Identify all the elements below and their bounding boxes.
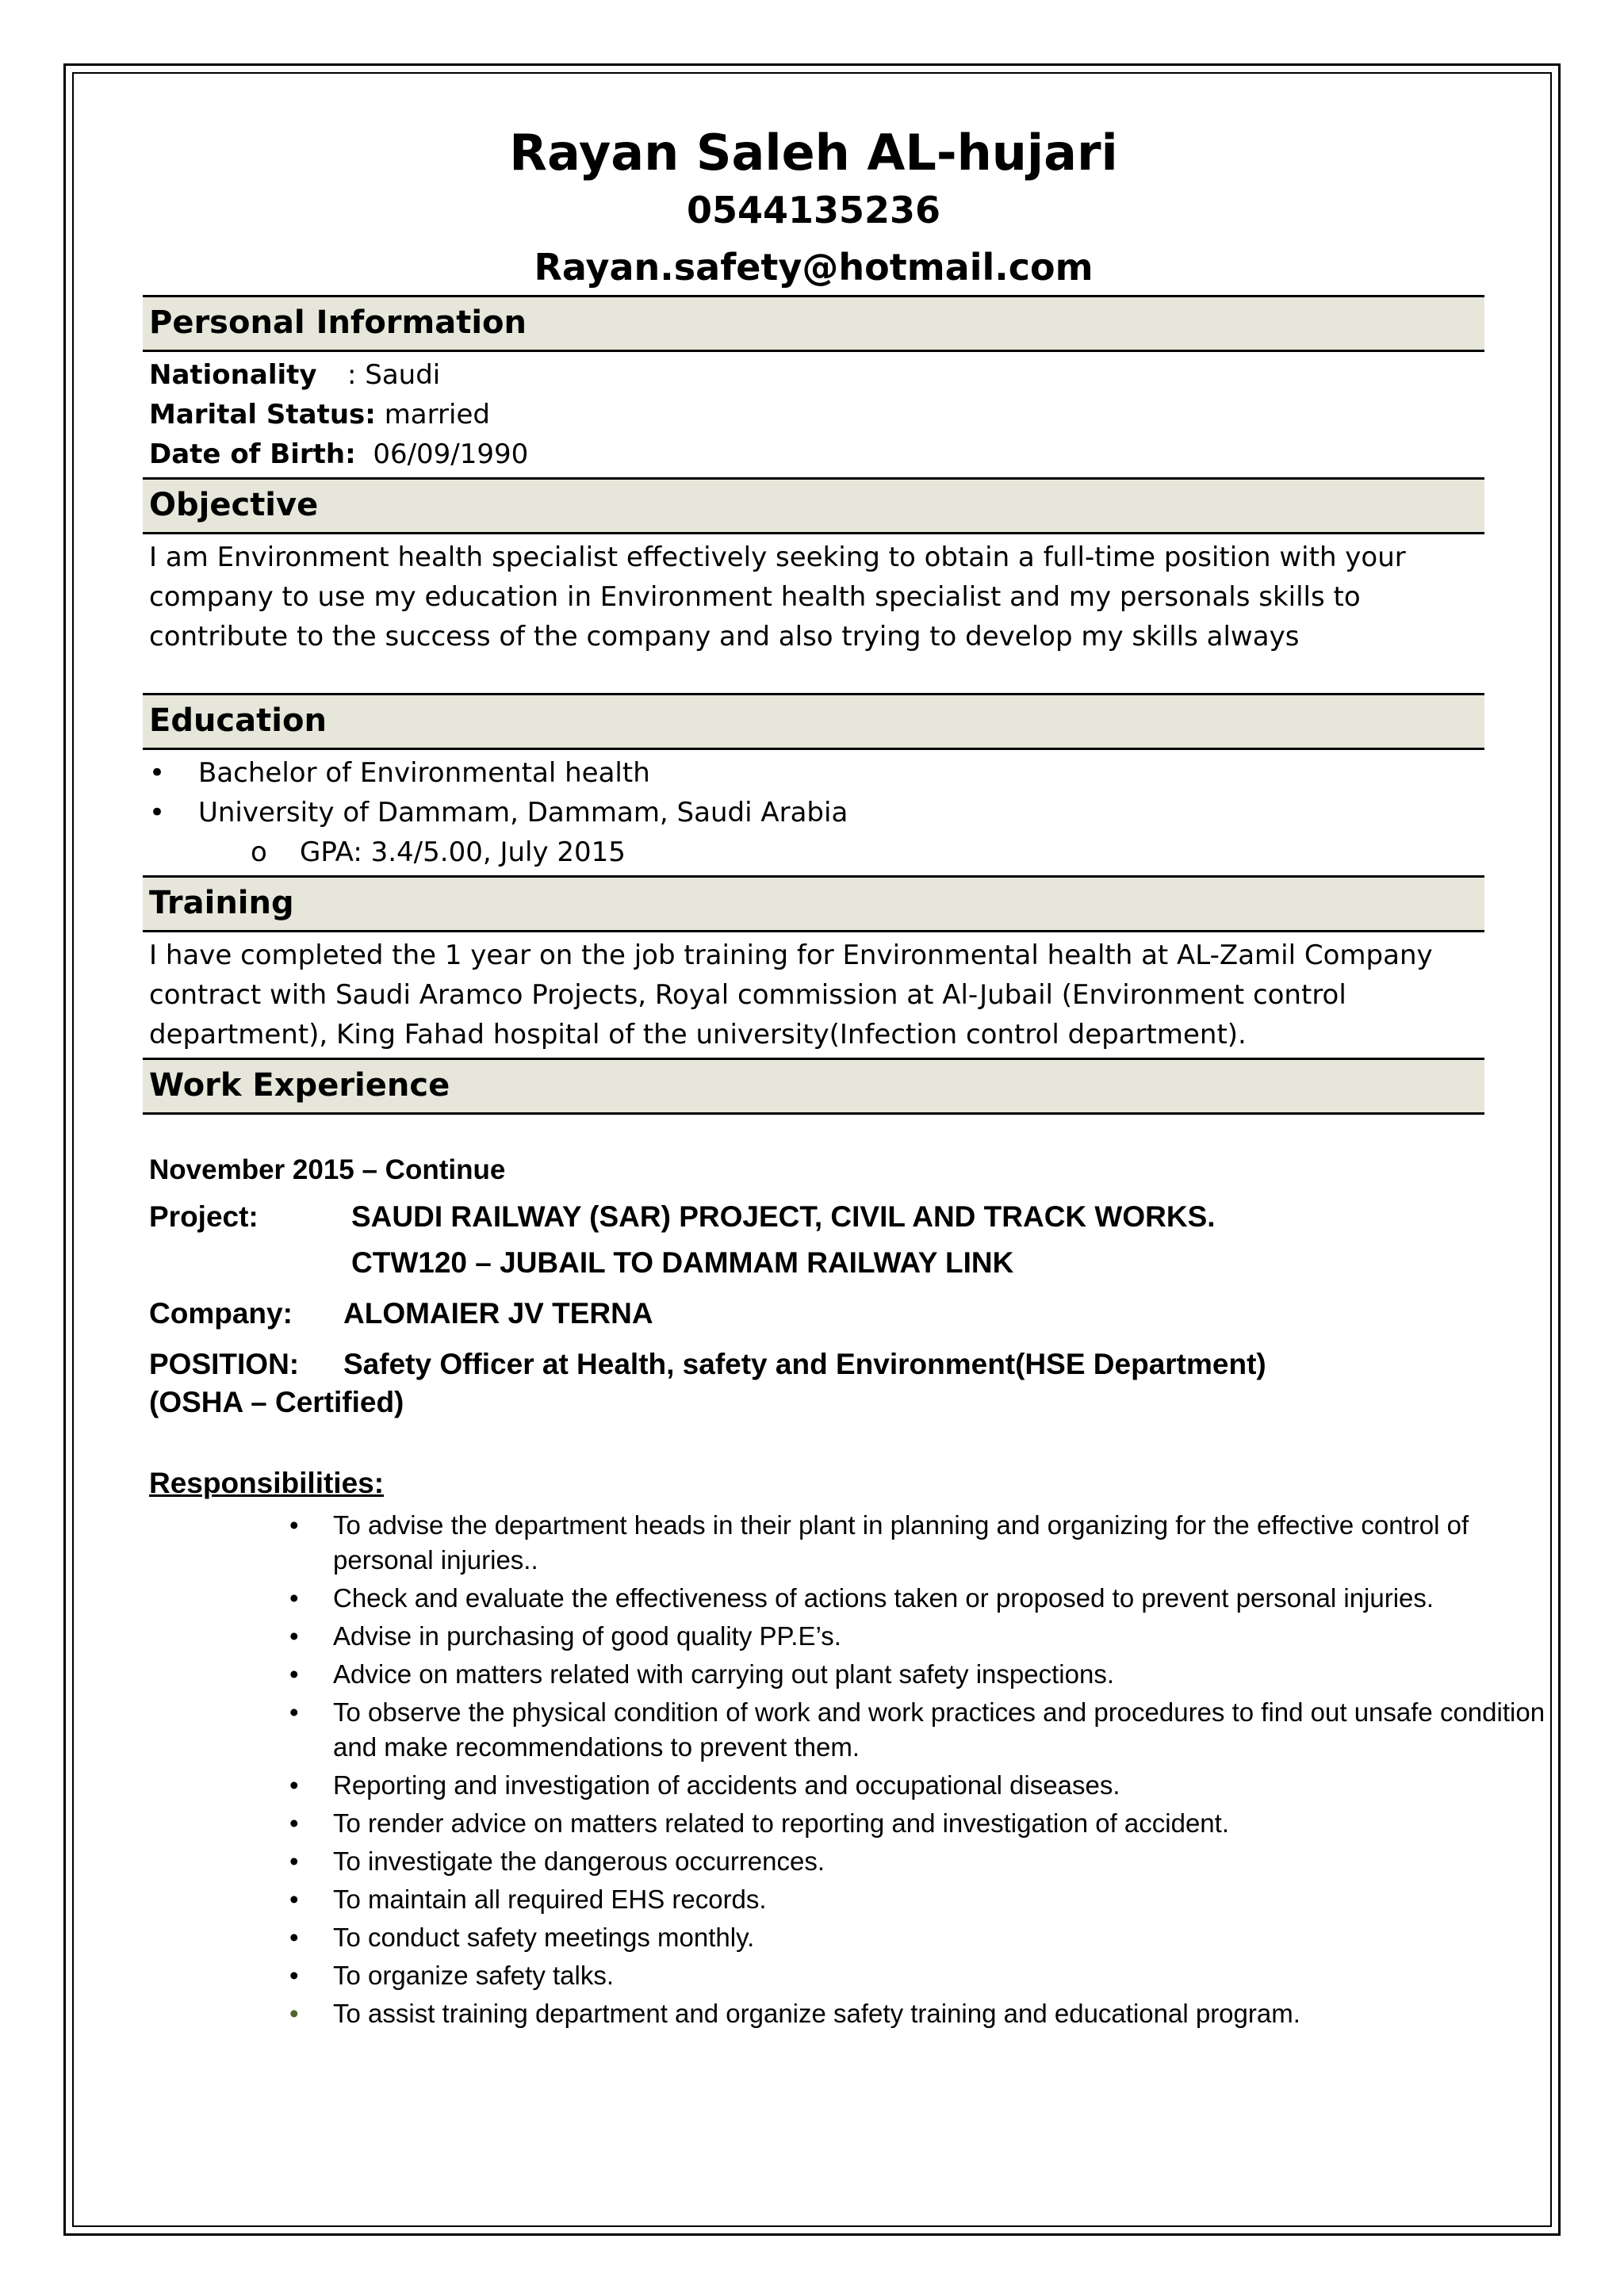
education-university: University of Dammam, Dammam, Saudi Arabia — [198, 797, 848, 828]
responsibility-text: To advise the department heads in their plant in planning and organizing for the effective control of personal injuries.. — [333, 1510, 1469, 1575]
section-work-experience: Work Experience — [143, 1058, 1484, 1115]
bullet-icon: • — [289, 1961, 299, 1990]
responsibility-text: Check and evaluate the effectiveness of actions taken or proposed to prevent personal injuries. — [333, 1583, 1434, 1613]
section-objective: Objective — [143, 477, 1484, 534]
bullet-icon: • — [289, 1808, 299, 1838]
responsibility-text: To maintain all required EHS records. — [333, 1885, 767, 1914]
responsibilities-title: Responsibilities: — [149, 1467, 385, 1499]
responsibility-text: To investigate the dangerous occurrences. — [333, 1846, 825, 1876]
responsibility-text: To conduct safety meetings monthly. — [333, 1923, 755, 1952]
responsibility-text: To organize safety talks. — [333, 1961, 615, 1990]
list-item — [143, 1958, 1570, 1993]
spacer — [149, 1246, 351, 1280]
education-list — [149, 753, 1478, 872]
bullet-icon: • — [289, 1510, 299, 1540]
position-row — [149, 1348, 1484, 1381]
education-gpa: GPA: 3.4/5.00, July 2015 — [300, 836, 626, 868]
nationality-label: Nationality — [149, 359, 317, 391]
responsibility-text: To render advice on matters related to reporting and investigation of accident. — [333, 1808, 1229, 1838]
section-education: Education — [143, 693, 1484, 750]
list-item — [143, 1508, 1570, 1578]
responsibility-text: Advise in purchasing of good quality PP.E’s. — [333, 1621, 841, 1651]
list-item — [143, 1920, 1570, 1955]
list-item — [143, 1768, 1570, 1803]
bullet-icon: • — [289, 1885, 299, 1914]
training-text: I have completed the 1 year on the job training for Environmental health at AL-Zamil Company contract with Saudi Aramco Projects, Royal commission at Al-Jubail (Environment control department), King Fahad hospital of the university(Infection control department). — [149, 939, 1433, 1050]
bullet-icon: • — [289, 1770, 299, 1800]
list-item — [143, 1581, 1570, 1616]
applicant-name: Rayan Saleh AL-hujari — [509, 124, 1118, 182]
personal-info-body — [143, 352, 1484, 477]
resume-content — [143, 119, 1545, 2034]
list-item — [143, 1882, 1570, 1917]
bullet-icon: • — [289, 1697, 299, 1727]
bullet-icon: • — [149, 797, 166, 828]
bullet-icon: • — [289, 1583, 299, 1613]
position-value: Safety Officer at Health, safety and Environment(HSE Department) — [343, 1348, 1266, 1380]
position-label: POSITION: — [149, 1348, 300, 1380]
bullet-icon: • — [289, 1659, 299, 1689]
list-item — [149, 793, 1478, 832]
education-body — [143, 750, 1484, 875]
section-personal-info: Personal Information — [143, 295, 1484, 352]
list-item — [143, 1996, 1570, 2031]
work-entry — [143, 1154, 1545, 2031]
bullet-icon: • — [289, 1923, 299, 1952]
education-degree: Bachelor of Environmental health — [198, 757, 650, 789]
list-item — [143, 1619, 1570, 1654]
bullet-icon: • — [289, 1621, 299, 1651]
dob-value: 06/09/1990 — [373, 438, 529, 470]
project-label: Project: — [149, 1200, 259, 1233]
responsibilities-list — [143, 1508, 1545, 2031]
nationality-value: : Saudi — [347, 359, 441, 391]
list-item — [149, 753, 1478, 793]
phone-number: 0544135236 — [686, 189, 941, 232]
project-row — [149, 1200, 1484, 1234]
email-address: Rayan.safety@hotmail.com — [534, 246, 1094, 289]
project-row-2 — [149, 1246, 1484, 1280]
bullet-icon: • — [149, 757, 166, 789]
company-value: ALOMAIER JV TERNA — [343, 1297, 653, 1330]
marital-value: married — [384, 399, 490, 430]
marital-label: Marital Status: — [149, 399, 376, 430]
company-label: Company: — [149, 1297, 293, 1330]
company-row — [149, 1297, 1484, 1330]
bullet-icon: • — [289, 1999, 299, 2028]
sub-bullet-icon: o — [251, 836, 267, 868]
responsibility-text: Advice on matters related with carrying out plant safety inspections. — [333, 1659, 1114, 1689]
list-item — [143, 1806, 1570, 1841]
work-date: November 2015 – Continue — [149, 1154, 506, 1185]
bullet-icon: • — [289, 1846, 299, 1876]
responsibility-text: Reporting and investigation of accidents and occupational diseases. — [333, 1770, 1120, 1800]
list-item — [143, 1844, 1570, 1879]
list-item — [143, 1657, 1570, 1692]
certification: (OSHA – Certified) — [149, 1386, 404, 1418]
objective-text: I am Environment health specialist effectively seeking to obtain a full-time position with your company to use my education in Environment health specialist and my personals skills to contribute to the success of the company and also trying to develop my skills always — [149, 541, 1406, 652]
dob-label: Date of Birth: — [149, 438, 356, 470]
section-training: Training — [143, 875, 1484, 932]
list-item — [149, 832, 1478, 872]
list-item — [143, 1695, 1570, 1765]
responsibility-text: To observe the physical condition of work and work practices and procedures to find out unsafe condition and make recommendations to prevent them. — [333, 1697, 1545, 1762]
responsibility-text: To assist training department and organize safety training and educational program. — [333, 1999, 1300, 2028]
project-line-2: CTW120 – JUBAIL TO DAMMAM RAILWAY LINK — [351, 1246, 1014, 1279]
project-line-1: SAUDI RAILWAY (SAR) PROJECT, CIVIL AND TRACK WORKS. — [351, 1200, 1216, 1233]
